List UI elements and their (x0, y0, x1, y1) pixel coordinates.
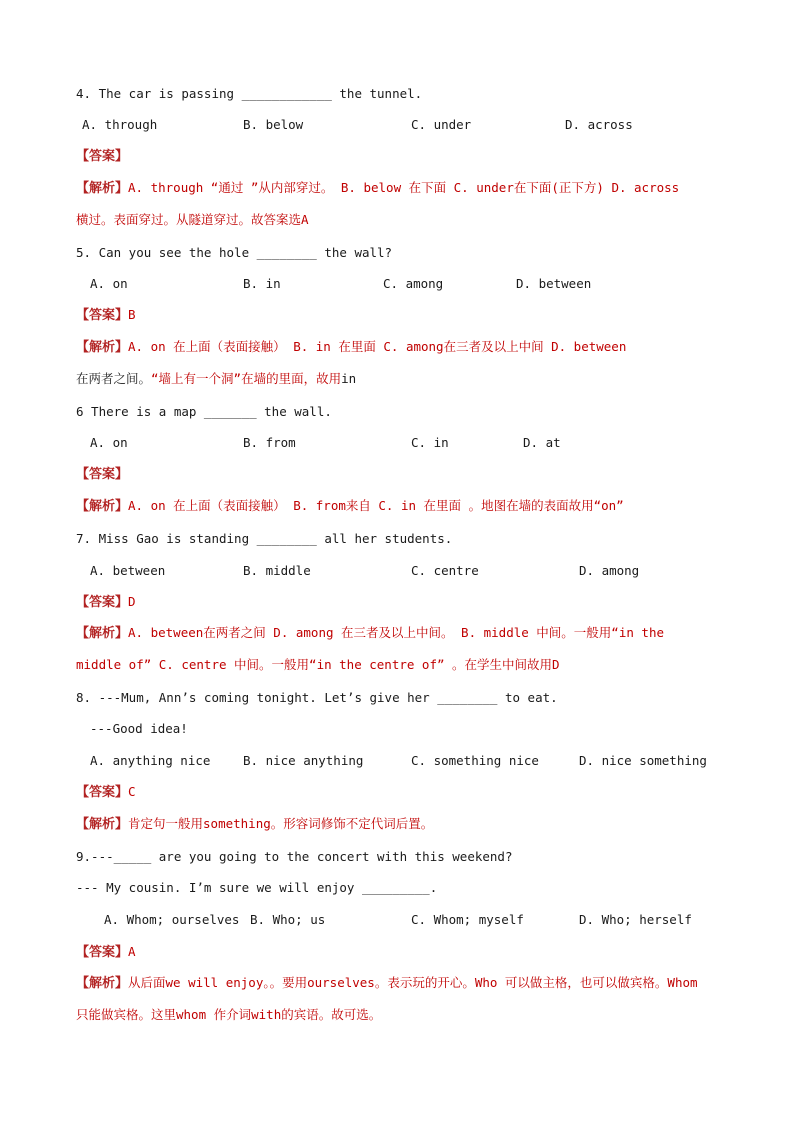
q5-analysis-2a: 在两者之间。 (76, 371, 152, 386)
q8-option-c: C. something nice (411, 753, 539, 768)
analysis-label: 【解析】 (76, 340, 129, 355)
q5-option-a: A. on (90, 276, 128, 291)
q4-option-c: C. under (411, 117, 472, 132)
q6-option-d: D. at (523, 435, 561, 450)
q5-option-d: D. between (516, 276, 592, 291)
answer-label: 【答案】 (76, 149, 129, 164)
analysis-label: 【解析】 (76, 181, 129, 196)
q5-analysis-2b: “墙上有一个洞”在墙的里面，故用 (151, 371, 342, 386)
q8-option-d: D. nice something (579, 753, 707, 768)
q7-option-b: B. middle (243, 563, 311, 578)
q9-option-d: D. Who; herself (579, 912, 692, 927)
answer-label: 【答案】 (76, 595, 129, 610)
q9-analysis-line1 (76, 975, 698, 992)
q4-stem: 4. The car is passing ____________ the tunnel. (76, 86, 423, 101)
q9-answer-line (76, 944, 136, 961)
q9-option-c: C. Whom; myself (411, 912, 524, 927)
q7-analysis-line1 (76, 625, 664, 642)
q7-option-a: A. between (90, 563, 166, 578)
q8-reply: ---Good idea! (90, 721, 188, 736)
q8-option-a: A. anything nice (90, 753, 211, 768)
q5-stem: 5. Can you see the hole ________ the wall? (76, 245, 393, 260)
q5-analysis-line1 (76, 339, 626, 356)
q4-option-a: A. through (82, 117, 158, 132)
q8-analysis-1: 肯定句一般用something。形容词修饰不定代词后置。 (128, 816, 434, 831)
analysis-label: 【解析】 (76, 499, 129, 514)
analysis-label: 【解析】 (76, 626, 129, 641)
q5-analysis-line2 (76, 371, 356, 387)
q8-stem: 8. ---Mum, Ann’s coming tonight. Let’s give her ________ to eat. (76, 690, 558, 705)
q8-answer: C (128, 784, 136, 799)
q6-option-b: B. from (243, 435, 296, 450)
q6-analysis-line1 (76, 498, 624, 515)
q9-option-a: A. Whom; ourselves (104, 912, 240, 927)
q6-stem: 6 There is a map _______ the wall. (76, 404, 332, 419)
q8-analysis-line1 (76, 816, 433, 833)
analysis-label: 【解析】 (76, 976, 129, 991)
analysis-label: 【解析】 (76, 817, 129, 832)
q7-stem: 7. Miss Gao is standing ________ all her students. (76, 531, 453, 546)
q6-option-a: A. on (90, 435, 128, 450)
q5-option-c: C. among (383, 276, 444, 291)
q5-answer-line (76, 307, 136, 324)
answer-label: 【答案】 (76, 785, 129, 800)
q5-option-b: B. in (243, 276, 281, 291)
answer-label: 【答案】 (76, 467, 129, 482)
q9-analysis-1: 从后面we will enjoy。。要用ourselves。表示玩的开心。Who 可以做主格，也可以做宾格。Whom (128, 975, 698, 990)
answer-label: 【答案】 (76, 945, 129, 960)
q5-analysis-1: A. on 在上面（表面接触） B. in 在里面 C. among在三者及以上中间 D. between (128, 339, 627, 354)
q4-option-b: B. below (243, 117, 304, 132)
q5-answer: B (128, 307, 136, 322)
q6-option-c: C. in (411, 435, 449, 450)
q4-option-d: D. across (565, 117, 633, 132)
q7-analysis-1: A. between在两者之间 D. among 在三者及以上中间。 B. middle 中间。一般用“in the (128, 625, 664, 640)
q7-analysis-line2: middle of” C. centre 中间。一般用“in the centre of” 。在学生中间故用D (76, 657, 560, 672)
q9-analysis-line2: 只能做宾格。这里whom 作介词with的宾语。故可选。 (76, 1007, 382, 1022)
q5-analysis-2c: in (341, 371, 357, 386)
q4-analysis-line2: 横过。表面穿过。从隧道穿过。故答案选A (76, 212, 309, 227)
q7-option-c: C. centre (411, 563, 479, 578)
q8-option-b: B. nice anything (243, 753, 364, 768)
q7-option-d: D. among (579, 563, 640, 578)
q7-answer: D (128, 594, 136, 609)
q6-analysis-1: A. on 在上面（表面接触） B. from来自 C. in 在里面 。地图在墙的表面故用“on” (128, 498, 624, 513)
q4-answer-line (76, 148, 128, 165)
q6-answer-line (76, 466, 128, 483)
q4-analysis-line1 (76, 180, 679, 197)
q9-reply: --- My cousin. I’m sure we will enjoy _________. (76, 880, 438, 895)
q8-answer-line (76, 784, 136, 801)
q9-stem: 9.---_____ are you going to the concert with this weekend? (76, 849, 513, 864)
q9-option-b: B. Who; us (250, 912, 326, 927)
q4-analysis-1: A. through “通过 ”从内部穿过。 B. below 在下面 C. under在下面(正下方) D. across (128, 180, 680, 195)
answer-label: 【答案】 (76, 308, 129, 323)
q9-answer: A (128, 944, 136, 959)
q7-answer-line (76, 594, 136, 611)
